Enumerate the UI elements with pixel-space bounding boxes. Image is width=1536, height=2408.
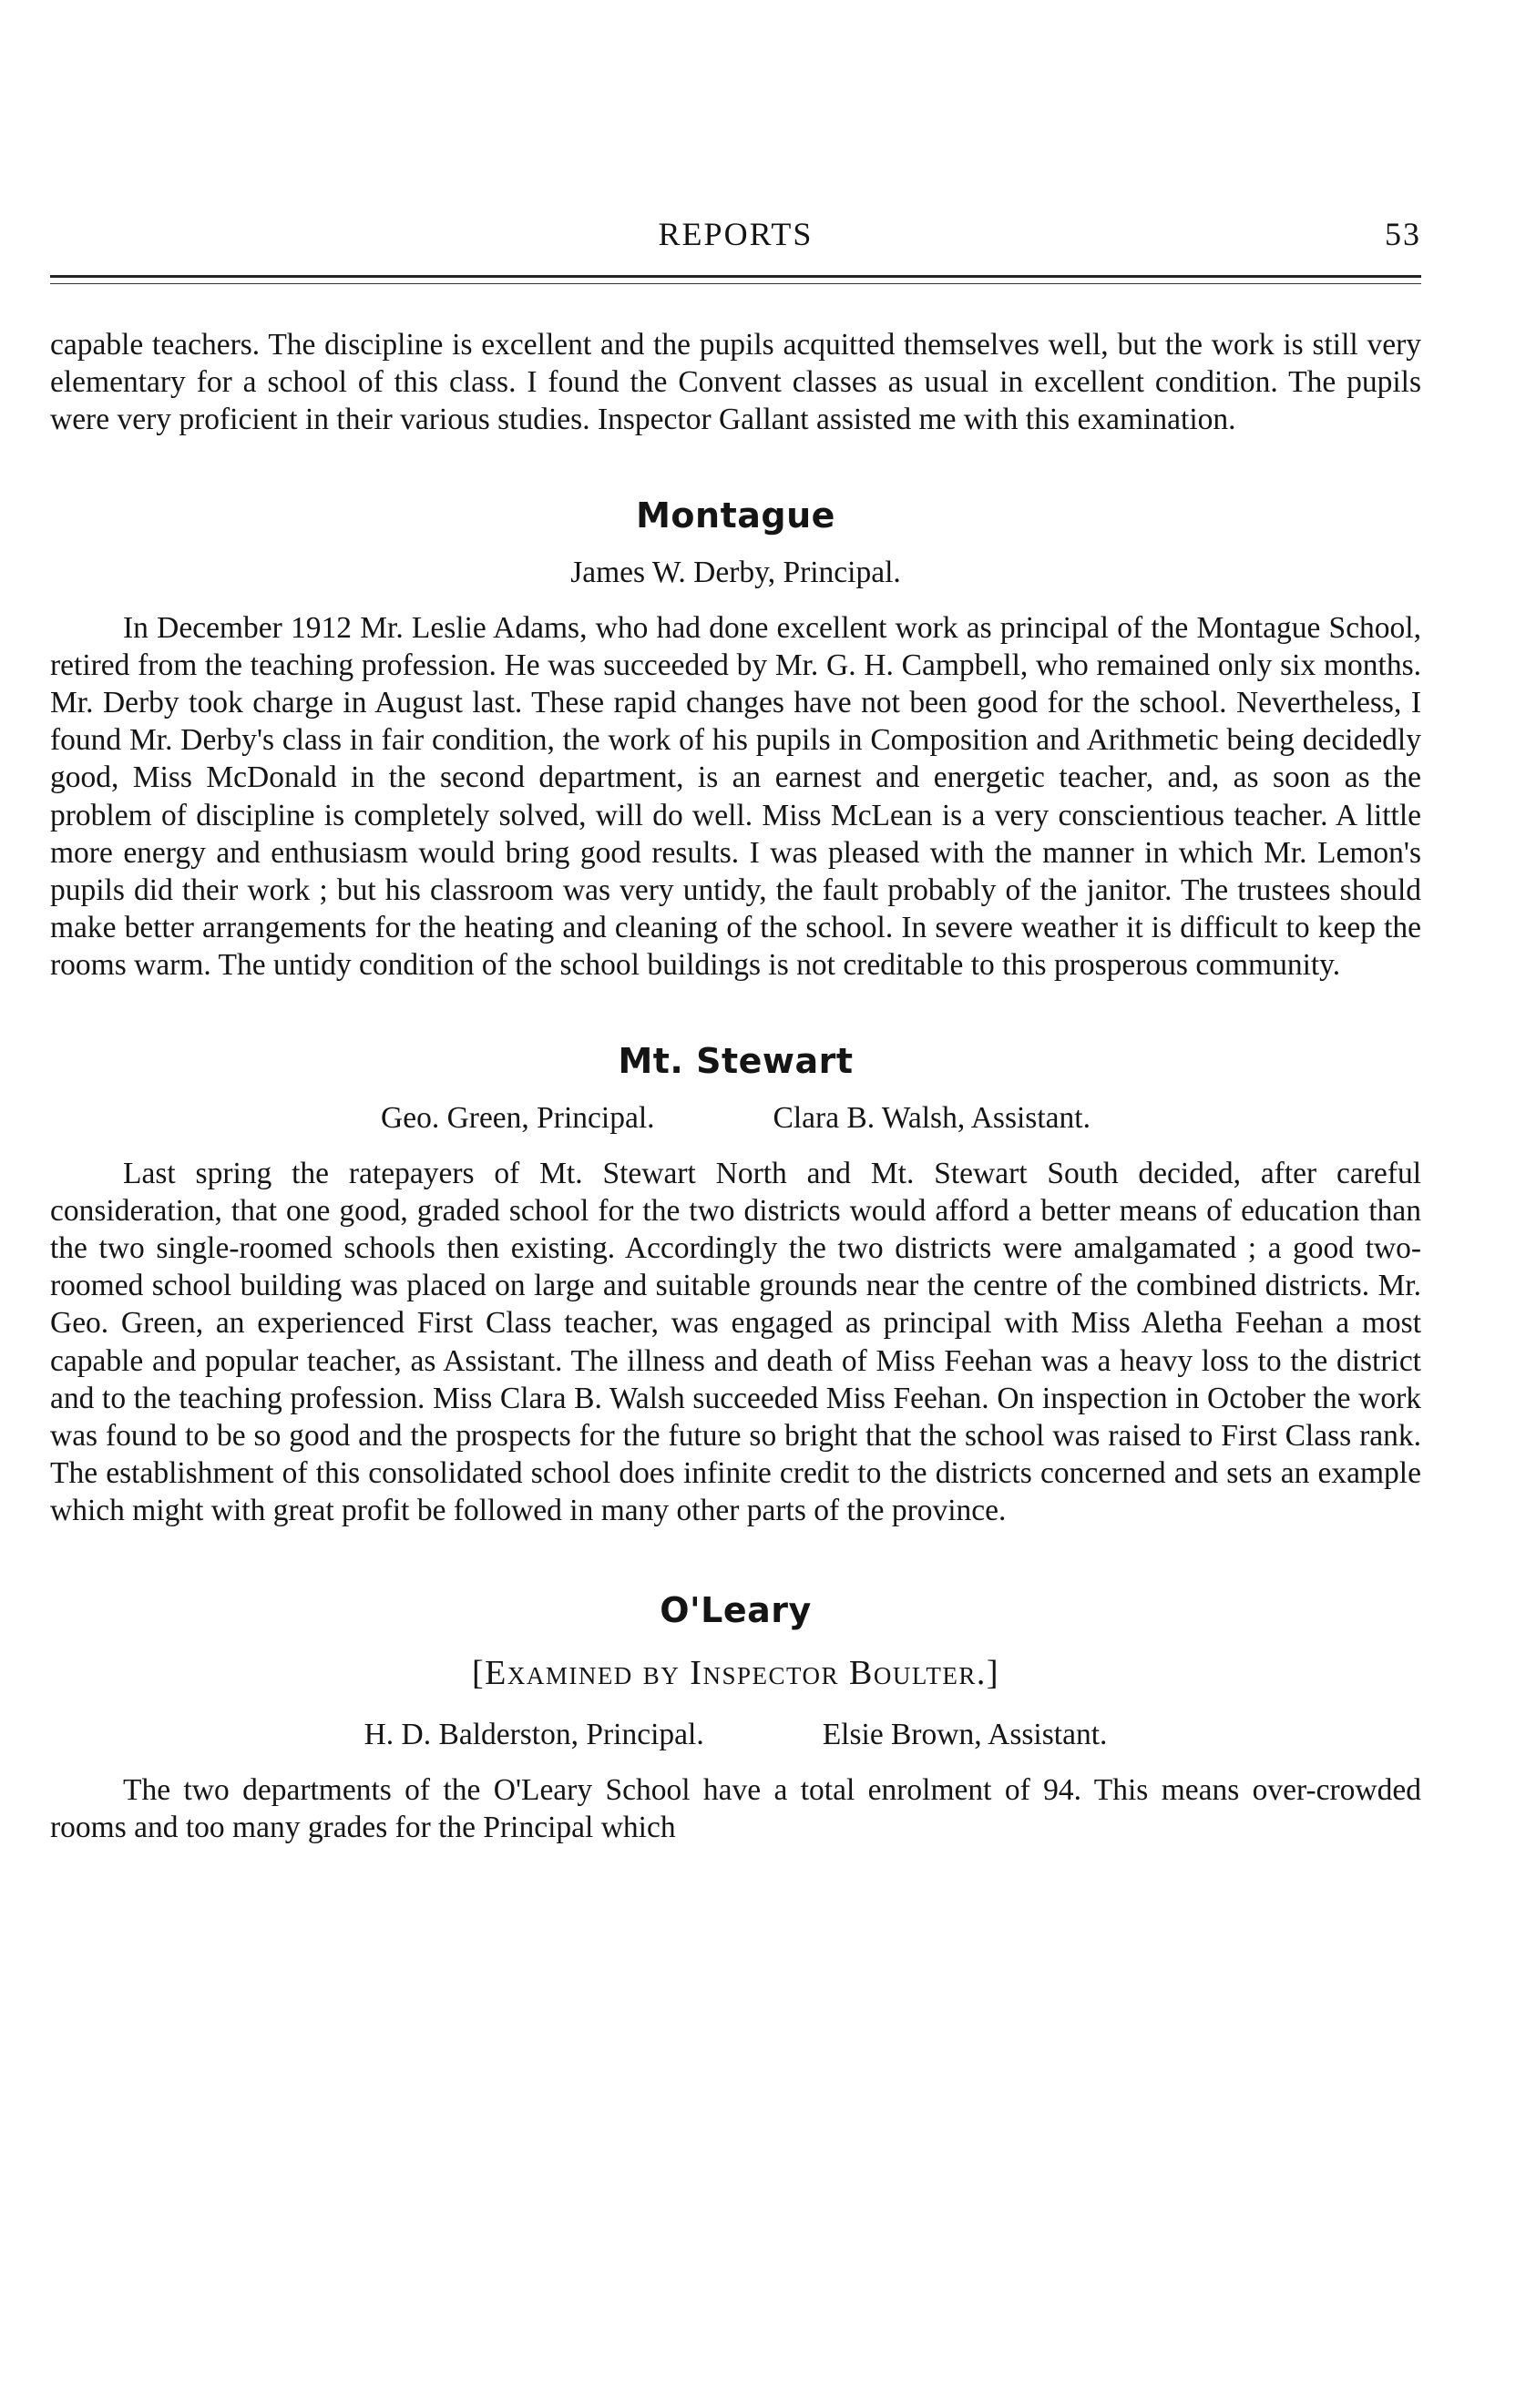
- mt-stewart-principal: Geo. Green, Principal.: [381, 1100, 655, 1135]
- mt-stewart-paragraph: Last spring the ratepayers of Mt. Stewart North and Mt. Stewart South decided, after careful consideration, that one good, graded school for the two districts would afford a better means of education than the two single-roomed schools then existing. Accordingly the two districts were amalgamated ; a good two-roomed school building was placed on large and suitable grounds near the centre of the combined districts. Mr. Geo. Green, an experienced First Class teacher, was engaged as principal with Miss Aletha Feehan a most capable and popular teacher, as Assistant. The illness and death of Miss Feehan was a heavy loss to the district and to the teaching profession. Miss Clara B. Walsh succeeded Miss Feehan. On inspection in October the work was found to be so good and the prospects for the future so bright that the school was raised to First Class rank. The establishment of this consolidated school does infinite credit to the districts concerned and sets an example which might with great profit be followed in many other parts of the province.: [50, 1156, 1421, 1528]
- oleary-principal: H. D. Balderston, Principal.: [364, 1717, 704, 1751]
- continuation-paragraph: capable teachers. The discipline is excellent and the pupils acquitted themselves well, but the work is still very elementary for a school of this class. I found the Convent classes as usual in excellent condition. The pupils were very proficient in their various studies. Inspector Gallant assisted me with this examination.: [50, 328, 1421, 437]
- oleary-examined-by: [Examined by Inspector Boulter.]: [471, 1653, 1000, 1692]
- montague-principal: James W. Derby, Principal.: [570, 555, 901, 589]
- oleary-assistant: Elsie Brown, Assistant.: [822, 1717, 1108, 1751]
- oleary-paragraph: The two departments of the O'Leary School have a total enrolment of 94. This means over-crowded rooms and too many grades for the Principal which: [50, 1772, 1421, 1844]
- mt-stewart-assistant: Clara B. Walsh, Assistant.: [773, 1100, 1091, 1135]
- body-text: [50, 326, 1421, 1846]
- section-heading-oleary: O'Leary: [660, 1589, 812, 1630]
- oleary-staff-line: [50, 1716, 1421, 1753]
- document-page: [50, 0, 1421, 2408]
- page-number: 53: [1385, 216, 1421, 252]
- running-header: [50, 215, 1421, 257]
- section-heading-mt-stewart: Mt. Stewart: [618, 1040, 854, 1081]
- mt-stewart-staff-line: [50, 1099, 1421, 1137]
- running-title: REPORTS: [658, 216, 814, 252]
- section-heading-montague: Montague: [636, 495, 835, 536]
- montague-paragraph: In December 1912 Mr. Leslie Adams, who had done excellent work as principal of the Montague School, retired from the teaching profession. He was succeeded by Mr. G. H. Campbell, who remained only six months. Mr. Derby took charge in August last. These rapid changes have not been good for the school. Nevertheless, I found Mr. Derby's class in fair condition, the work of his pupils in Composition and Arithmetic being decidedly good, Miss McDonald in the second department, is an earnest and energetic teacher, and, as soon as the problem of discipline is completely solved, will do well. Miss McLean is a very conscientious teacher. A little more energy and enthusiasm would bring good results. I was pleased with the manner in which Mr. Lemon's pupils did their work ; but his classroom was very untidy, the fault probably of the janitor. The trustees should make better arrangements for the heating and cleaning of the school. In severe weather it is difficult to keep the rooms warm. The untidy condition of the school buildings is not creditable to this prosperous community.: [50, 610, 1421, 983]
- header-rule: [50, 275, 1421, 284]
